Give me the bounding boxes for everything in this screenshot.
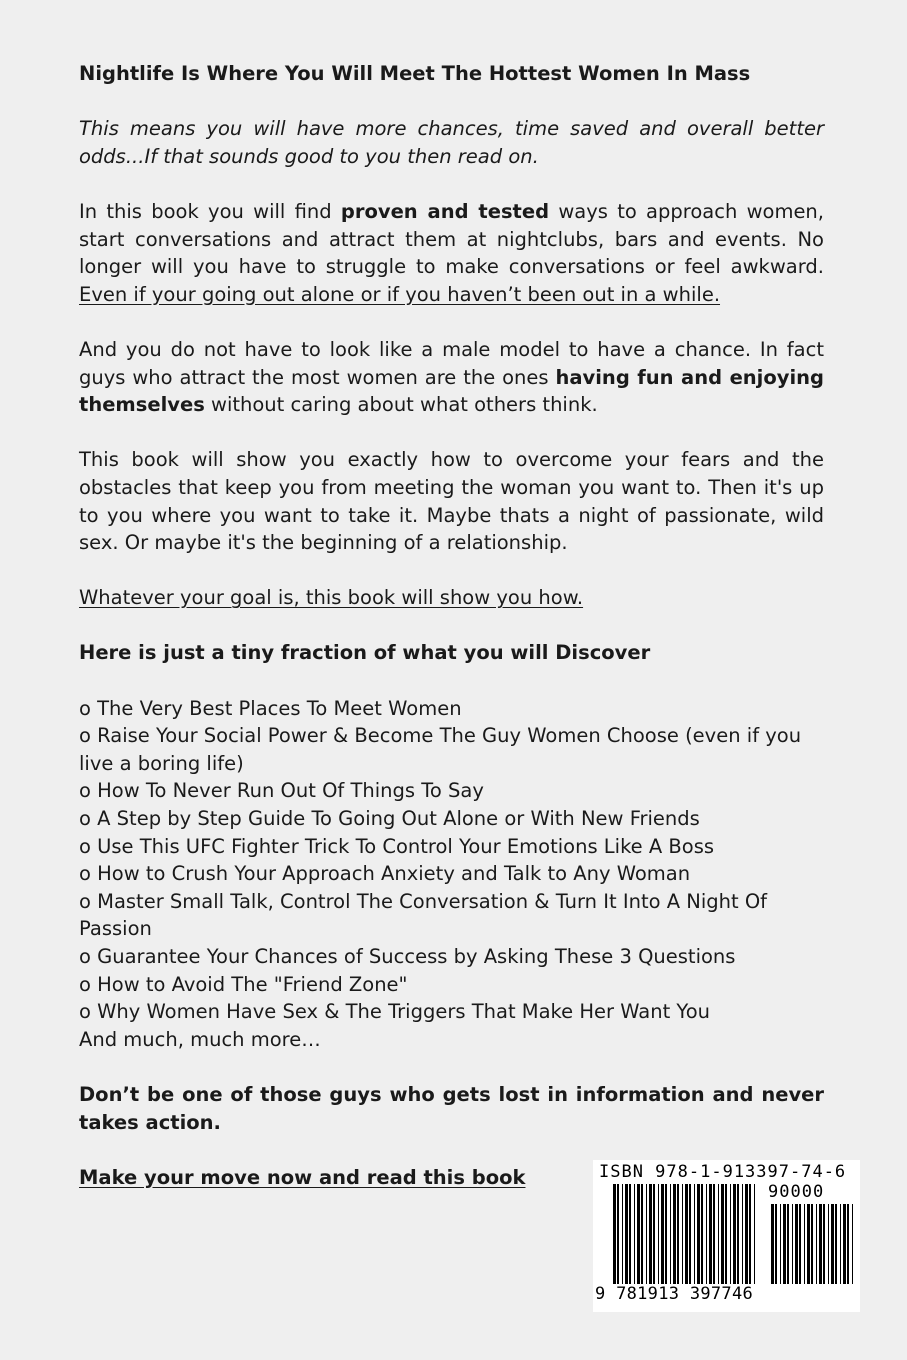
barcode-bar <box>694 1184 695 1284</box>
list-item: o Raise Your Social Power & Become The Guy Women Choose (even if you live a boring life) <box>79 724 802 775</box>
barcode-bar <box>673 1184 676 1284</box>
barcode-bar <box>634 1184 635 1284</box>
list-item: o Use This UFC Fighter Trick To Control Your Emotions Like A Boss <box>79 834 715 858</box>
paragraph-proven-text-2: ways to approach women, start conversations and attract them at nightclubs, bars and events. No longer will you have to struggle to make conversations or feel awkward. <box>79 199 824 279</box>
barcode-bar <box>718 1184 719 1284</box>
barcode-bar <box>709 1184 712 1284</box>
paragraph-overcome-fears: This book will show you exactly how to overcome your fears and the obstacles that keep you from meeting the woman you want to. Then it's up to you where you want to take it. Maybe thats a night of passionate, wild sex. Or maybe it's the beginning of a relationship. <box>79 448 824 555</box>
paragraph-male-model-text-1: And you do not have to look like a male model to have a chance. In fact guys who attract the most women are the ones <box>79 337 824 389</box>
barcode-digits: 9 781913 397746 <box>595 1284 754 1304</box>
isbn-label: ISBN 978-1-913397-74-6 <box>599 1162 847 1182</box>
goal-line <box>79 584 824 612</box>
barcode-bar <box>649 1184 652 1284</box>
barcode-bar <box>637 1184 640 1284</box>
barcode-bar <box>641 1184 643 1284</box>
barcode-bar <box>783 1204 786 1284</box>
barcode-bar <box>658 1184 659 1284</box>
barcode-bar <box>677 1184 679 1284</box>
list-item: o How to Crush Your Approach Anxiety and Talk to Any Woman <box>79 862 691 886</box>
barcode-bar <box>617 1184 619 1284</box>
paragraph-male-model <box>79 336 824 419</box>
barcode-bar <box>787 1204 789 1284</box>
barcode-bar <box>831 1204 834 1284</box>
barcode-bar <box>629 1184 631 1284</box>
paragraph-male-model-bold: having fun and enjoying themselves <box>79 365 824 417</box>
barcode-bar <box>795 1204 798 1284</box>
barcode-bar <box>823 1204 825 1284</box>
barcode-bar <box>749 1184 751 1284</box>
barcode-bar <box>804 1204 805 1284</box>
goal-line-text: Whatever your goal is, this book will show you how. <box>79 586 584 610</box>
barcode-bar <box>816 1204 817 1284</box>
back-cover-text <box>79 60 824 1219</box>
barcode-bar <box>840 1204 841 1284</box>
barcode-bar <box>811 1204 813 1284</box>
list-item: o The Very Best Places To Meet Women <box>79 696 462 720</box>
barcode-bar <box>807 1204 810 1284</box>
barcode-bar <box>742 1184 743 1284</box>
barcode-bar <box>685 1184 688 1284</box>
list-heading: Here is just a tiny fraction of what you will Discover <box>79 641 651 665</box>
isbn-barcode <box>593 1160 860 1312</box>
barcode-bar <box>622 1184 623 1284</box>
barcode-bar <box>799 1204 801 1284</box>
paragraph-proven-text-1: In this book you will find <box>79 199 341 223</box>
list-item: o Master Small Talk, Control The Conversation & Turn It Into A Night Of Passion <box>79 889 768 941</box>
barcode-bar <box>852 1204 853 1284</box>
barcode-bar <box>721 1184 724 1284</box>
call-to-action: Don’t be one of those guys who gets lost in information and never takes action. <box>79 1082 824 1134</box>
barcode-bar <box>828 1204 829 1284</box>
list-item: o How To Never Run Out Of Things To Say <box>79 779 484 803</box>
discover-list <box>79 695 824 1054</box>
barcode-bar <box>775 1204 777 1284</box>
barcode-bar <box>706 1184 707 1284</box>
barcode-bar <box>701 1184 703 1284</box>
barcode-bar <box>792 1204 793 1284</box>
paragraph-male-model-text-2: without caring about what others think. <box>204 393 598 417</box>
paragraph-proven-underlined: Even if your going out alone or if you haven’t been out in a while. <box>79 282 721 306</box>
barcode-bar <box>713 1184 715 1284</box>
barcode-bar <box>689 1184 691 1284</box>
paragraph-proven-bold: proven and tested <box>340 199 550 223</box>
barcode-bar <box>697 1184 700 1284</box>
barcode-bar <box>733 1184 736 1284</box>
barcode-bar <box>730 1184 731 1284</box>
barcode-bar <box>780 1204 781 1284</box>
barcode-bar <box>613 1184 616 1284</box>
barcode-bar <box>843 1204 846 1284</box>
list-item: o How to Avoid The "Friend Zone" <box>79 972 408 996</box>
intro-italic: This means you will have more chances, time saved and overall better odds...If that sounds good to you then read on. <box>79 117 824 168</box>
barcode-bar <box>737 1184 739 1284</box>
barcode-bar <box>725 1184 727 1284</box>
barcode-bar <box>819 1204 822 1284</box>
barcode-bar <box>646 1184 647 1284</box>
barcode-bar <box>661 1184 664 1284</box>
final-line-text: Make your move now and read this book <box>79 1165 526 1189</box>
list-item: o A Step by Step Guide To Going Out Alone or With New Friends <box>79 807 700 831</box>
barcode-bar <box>625 1184 628 1284</box>
barcode-bar <box>754 1184 755 1284</box>
list-item: o Why Women Have Sex & The Triggers That Make Her Want You <box>79 1000 711 1024</box>
list-item: o Guarantee Your Chances of Success by Asking These 3 Questions <box>79 945 736 968</box>
barcode-bar <box>653 1184 655 1284</box>
list-item: And much, much more… <box>79 1027 321 1051</box>
barcode-bar <box>670 1184 671 1284</box>
barcode-bar <box>745 1184 748 1284</box>
barcode-bar <box>847 1204 849 1284</box>
paragraph-proven <box>79 198 824 308</box>
price-code: 90000 <box>768 1182 825 1202</box>
cover-heading: Nightlife Is Where You Will Meet The Hottest Women In Mass <box>79 62 751 85</box>
barcode-bar <box>835 1204 837 1284</box>
barcode-bar <box>771 1204 774 1284</box>
barcode-bar <box>682 1184 683 1284</box>
barcode-bar <box>665 1184 667 1284</box>
